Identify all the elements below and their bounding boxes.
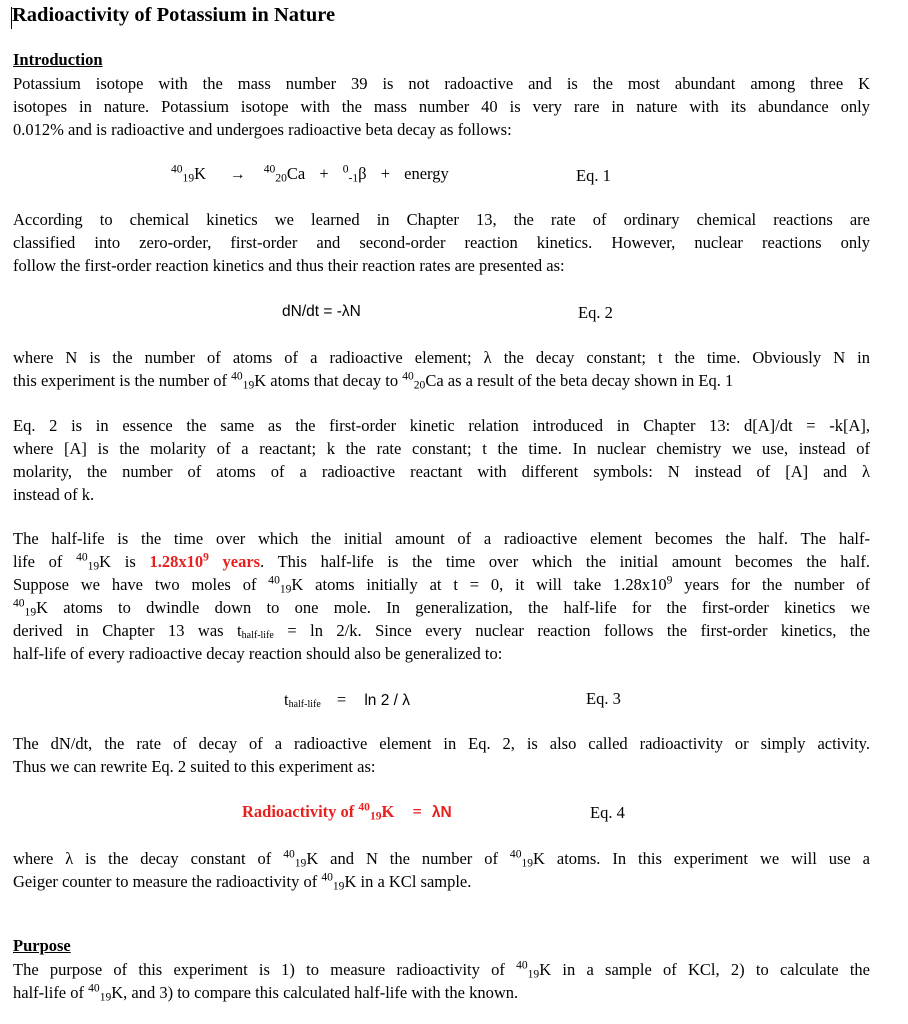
equation-1-label: Eq. 1 <box>576 166 611 185</box>
document-title: Radioactivity of Potassium in Nature <box>12 4 336 26</box>
equation-3-label: Eq. 3 <box>586 689 621 708</box>
half-life-value: $1.28x10^9$ years <box>149 551 261 571</box>
intro-paragraph-6: The dN/dt, the rate of decay of a radioactive element in Eq. 2, is also called radioactivity or simply activity. Thus we can rewrite Eq. 2 suited to this experiment as: <box>13 734 870 776</box>
intro-paragraph-7: where λ is the decay constant of $^{40}_{19}$K and N the number of $^{40}_{19}$K atoms. In this experiment we will use a Geiger counter to measure the radioactivity of $^{40}_{19}$K in a KCl sample. <box>13 848 870 893</box>
equation-2: dN/dt = -λN <box>282 303 361 320</box>
intro-paragraph-3: where N is the number of atoms of a radioactive element; λ the decay constant; t the time. Obviously N in this experiment is the number of $^{40}_{19}$K atoms that decay to $^{40}_{20}$Ca as a result of the beta decay shown in Eq. 1 <box>13 348 870 392</box>
equation-1: $^{40}_{19}$K → $^{40}_{20}$Ca + $^0_{-1}$β + energy <box>171 163 449 185</box>
purpose-heading: Purpose <box>13 936 71 955</box>
purpose-paragraph: The purpose of this experiment is 1) to measure radioactivity of $^{40}_{19}$K in a sample of KCl, 2) to calculate the half-life of $^{40}_{19}$K, and 3) to compare this calculated half-life with the known. <box>13 959 870 1004</box>
equation-4: Radioactivity of $^{40}_{19}$K = λN <box>242 801 452 823</box>
intro-paragraph-1: Potassium isotope with the mass number 39 is not radoactive and is the most abundant among three K isotopes in nature. Potassium isotope with the mass number 40 is very rare in nature with its abundance only 0.012% and is radioactive and undergoes radioactive beta decay as follows: <box>13 74 870 139</box>
equation-4-label: Eq. 4 <box>590 803 625 822</box>
intro-paragraph-4: Eq. 2 is in essence the same as the first-order kinetic relation introduced in Chapter 13: d[A]/dt = -k[A], where [A] is the molarity of a reactant; k the rate constant; t the time. In nuclear chemistry we use, instead of molarity, the number of atoms of a radioactive reactant with different symbols: N instead of [A] and λ instead of k. <box>13 416 870 504</box>
introduction-heading: Introduction <box>13 50 103 69</box>
intro-paragraph-5: The half-life is the time over which the initial amount of a radioactive element becomes the half. The half- life of $^{40}_{19}$K is $1.28x10^9$ years. This half-life is the time over which the initial amount becomes the half. Suppose we have two moles of $^{40}_{19}$K atoms initially at t = 0, it will take $1.28x10^9$ years for the number of $^{40}_{19}$K atoms to dwindle down to one mole. In generalization, the half-life for the first-order kinetics we derived in Chapter 13 was $t_{half-life} = \ln 2/k$. Since every nuclear reaction follows the first-order kinetics, the half-life of every radioactive decay reaction should also be generalized to: <box>13 529 871 663</box>
equation-3: $t_{half-life} = \ln 2 / \lambda$ <box>284 690 411 710</box>
reaction-arrow: → <box>230 166 246 183</box>
equation-2-label: Eq. 2 <box>578 303 613 322</box>
intro-paragraph-2: According to chemical kinetics we learned in Chapter 13, the rate of ordinary chemical reactions are classified into zero-order, first-order and second-order reaction kinetics. However, nuclear reactions only follow the first-order reaction kinetics and thus their reaction rates are presented as: <box>13 210 870 275</box>
